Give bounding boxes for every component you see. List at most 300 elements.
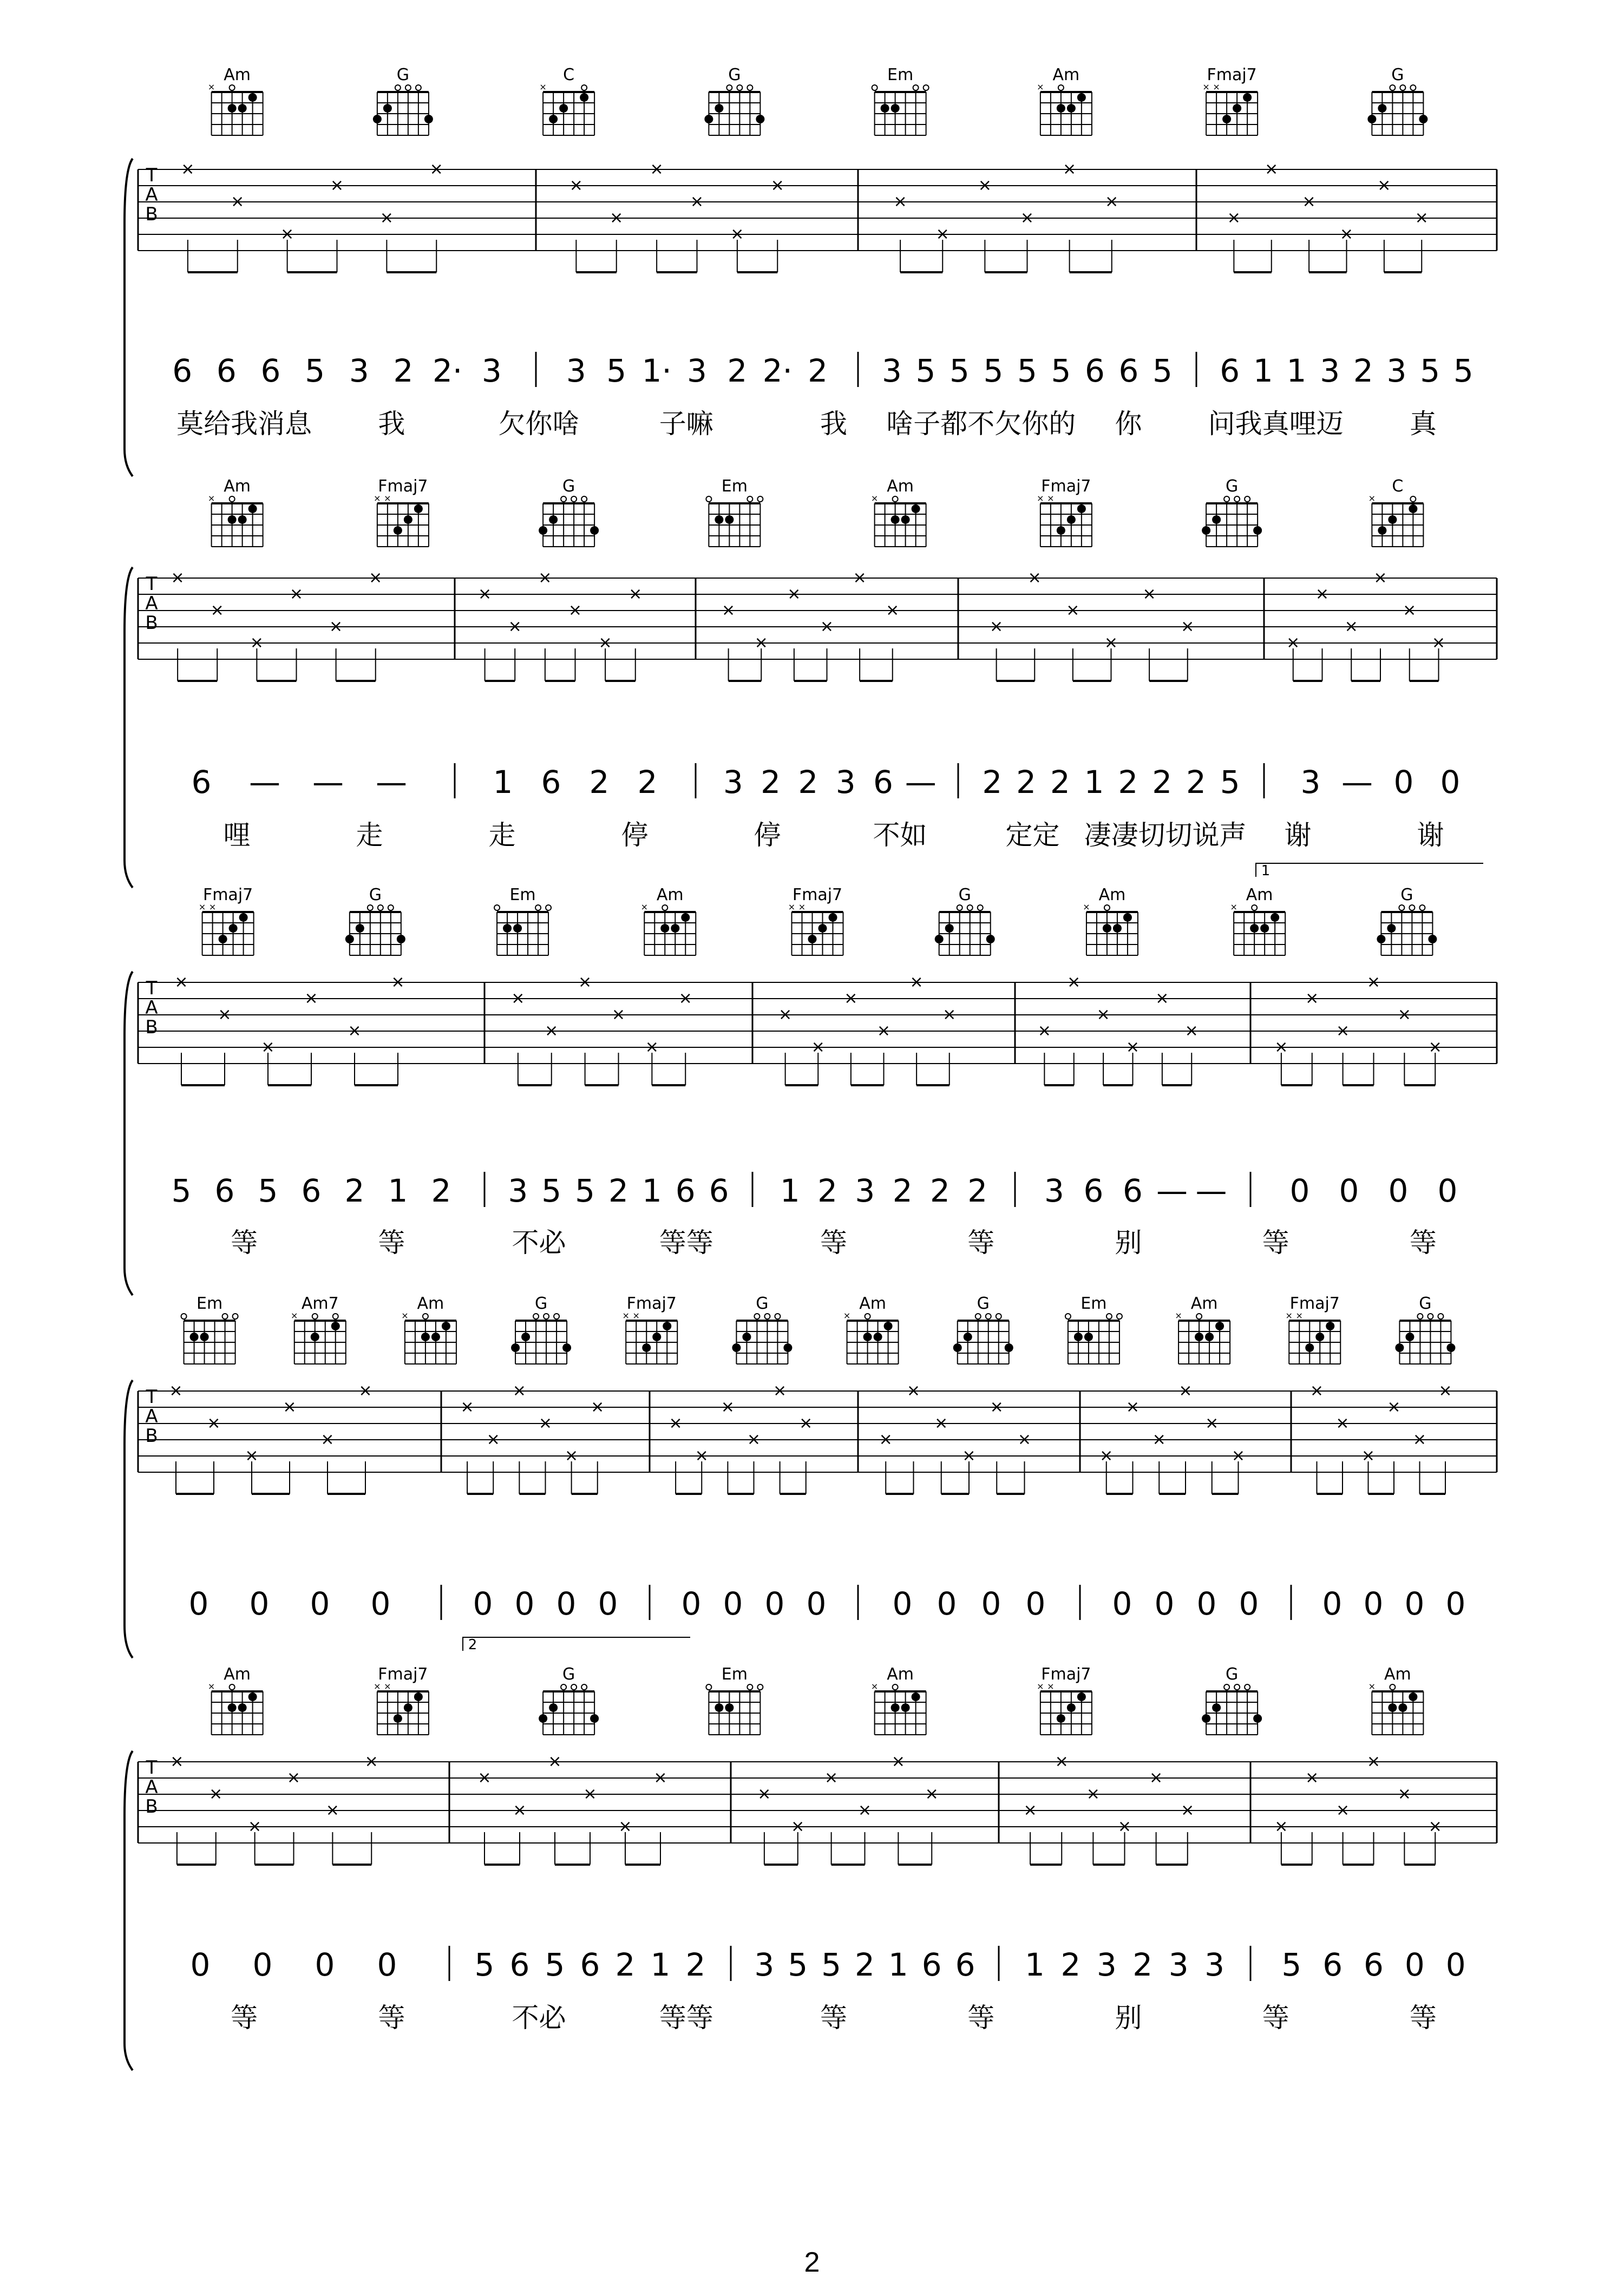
tab-strum-mark: × <box>1181 617 1195 636</box>
finger-dot <box>1067 104 1076 113</box>
open-string-mark <box>378 905 383 910</box>
finger-dot <box>383 104 392 113</box>
chord-name: G <box>1226 477 1239 496</box>
chord-diagram-am <box>208 1665 263 1735</box>
jianpu-note: 0 <box>556 1585 577 1622</box>
mute-mark: × <box>207 1681 215 1691</box>
jianpu-note: 0 <box>1025 1585 1046 1622</box>
tab-strum-mark: × <box>1037 1021 1051 1040</box>
jianpu-note: 5 <box>1281 1946 1302 1983</box>
open-string-mark <box>1438 1314 1443 1319</box>
jianpu-note: — <box>905 764 937 801</box>
open-string-mark <box>581 1684 587 1690</box>
open-string-mark <box>754 1314 759 1319</box>
open-string-mark <box>775 1314 780 1319</box>
tab-clef-letter: T <box>146 1386 158 1408</box>
finger-dot <box>1395 1343 1404 1352</box>
lyric-text: 真 <box>1409 408 1437 439</box>
page-number: 2 <box>804 2247 820 2278</box>
tab-strum-mark: × <box>364 1752 378 1771</box>
finger-dot <box>1250 924 1259 933</box>
tab-clef-letter: T <box>146 165 158 186</box>
lyric-text: 等 <box>1262 2002 1289 2033</box>
open-string-mark <box>1427 1314 1433 1319</box>
tab-strum-mark: × <box>171 568 185 587</box>
chord-name: Em <box>509 885 536 904</box>
finger-dot <box>1084 1333 1093 1341</box>
open-string-mark <box>543 1314 549 1319</box>
open-string-mark <box>581 85 587 90</box>
tab-strum-mark: × <box>1366 1752 1381 1771</box>
jianpu-note: 5 <box>1017 352 1037 389</box>
tab-strum-mark: × <box>1125 1398 1140 1416</box>
chord-diagram-em <box>706 477 763 547</box>
tab-strum-mark: × <box>1412 1430 1427 1449</box>
finger-dot <box>756 115 764 123</box>
finger-dot <box>1057 526 1065 535</box>
tab-strum-mark: × <box>722 601 736 620</box>
chord-name: G <box>562 477 575 496</box>
finger-dot <box>652 1333 661 1341</box>
tab-strum-mark: × <box>893 192 907 211</box>
jianpu-note: 5 <box>983 352 1004 389</box>
tab-strum-mark: × <box>1315 585 1330 603</box>
open-string-mark <box>706 496 711 502</box>
finger-dot <box>559 104 568 113</box>
tab-strum-mark: × <box>174 973 188 992</box>
finger-dot <box>863 1333 872 1341</box>
tab-strum-mark: × <box>962 1446 976 1465</box>
jianpu-note: — <box>1341 764 1373 801</box>
tab-strum-mark: × <box>209 1785 223 1803</box>
finger-dot <box>715 1703 723 1712</box>
jianpu-note: 3 <box>1168 1946 1189 1983</box>
jianpu-note: 1 <box>650 1946 671 1983</box>
open-string-mark <box>230 496 235 502</box>
open-string-mark <box>535 905 541 910</box>
finger-dot <box>953 1343 962 1352</box>
mute-mark: × <box>207 82 215 92</box>
chord-diagram-am <box>1230 885 1285 955</box>
open-string-mark <box>872 85 878 90</box>
mute-mark: × <box>384 493 391 503</box>
finger-dot <box>1195 1333 1203 1341</box>
tab-strum-mark: × <box>857 1801 872 1820</box>
finger-dot <box>1388 515 1397 524</box>
finger-dot <box>238 1703 247 1712</box>
tab-strum-mark: × <box>169 1381 183 1400</box>
finger-dot <box>1123 913 1132 922</box>
finger-dot <box>248 504 257 513</box>
chord-diagram-g <box>1202 477 1262 547</box>
finger-dot <box>715 104 723 113</box>
chord-name: G <box>728 65 741 84</box>
jianpu-note: 3 <box>687 352 707 389</box>
chord-diagram-fmaj7 <box>788 885 843 955</box>
jianpu-note: 1 <box>388 1172 408 1209</box>
tab-strum-mark: × <box>721 1398 735 1416</box>
tab-clef-letter: B <box>145 612 158 634</box>
tab-strum-mark: × <box>934 1414 948 1433</box>
jianpu-note: 5 <box>1152 352 1173 389</box>
finger-dot <box>562 1343 571 1352</box>
tab-clef-letter: A <box>145 184 158 206</box>
finger-dot <box>345 935 354 943</box>
tab-strum-mark: × <box>990 617 1004 636</box>
finger-dot <box>725 1703 734 1712</box>
finger-dot <box>356 924 364 933</box>
mute-mark: × <box>539 82 547 92</box>
chord-diagram-c <box>539 65 594 135</box>
finger-dot <box>1428 935 1437 943</box>
tab-strum-mark: × <box>1373 568 1387 587</box>
finger-dot <box>1103 924 1111 933</box>
jianpu-note: 6 <box>191 764 212 801</box>
finger-dot <box>881 104 889 113</box>
finger-dot <box>660 924 669 933</box>
finger-dot <box>901 515 910 524</box>
tab-strum-mark: × <box>1305 989 1319 1008</box>
tab-clef-letter: B <box>145 204 158 225</box>
tab-strum-mark: × <box>548 1752 562 1771</box>
open-string-mark <box>1196 1314 1202 1319</box>
finger-dot <box>1253 1714 1262 1723</box>
jianpu-note: 0 <box>1445 1946 1466 1983</box>
lyric-text: 凄凄切切说声 <box>1084 819 1247 851</box>
jianpu-note: — <box>376 764 407 801</box>
open-string-mark <box>757 496 763 502</box>
open-string-mark <box>405 85 411 90</box>
system-5 <box>125 1637 1497 2070</box>
tab-strum-mark: × <box>628 585 643 603</box>
tab-strum-mark: × <box>791 1817 805 1836</box>
finger-dot <box>1077 93 1086 102</box>
tab-strum-mark: × <box>1105 192 1119 211</box>
tab-clef-letter: A <box>145 593 158 614</box>
chord-name: Fmaj7 <box>1041 477 1091 496</box>
jianpu-note: 1 <box>1286 352 1307 389</box>
tab-strum-mark: × <box>909 973 924 992</box>
tab-strum-mark: × <box>231 192 245 211</box>
lyric-text: 莫给我消息 <box>176 408 312 439</box>
finger-dot <box>1202 1714 1210 1723</box>
lyric-text: 等 <box>378 2002 405 2033</box>
jianpu-note: 6 <box>1085 352 1105 389</box>
tab-strum-mark: × <box>853 568 867 587</box>
finger-dot <box>1222 115 1231 123</box>
volta-bracket <box>1256 863 1483 877</box>
open-string-mark <box>561 1684 566 1690</box>
chord-diagram-am <box>1083 885 1138 955</box>
open-string-mark <box>1409 905 1415 910</box>
jianpu-note: 6 <box>675 1172 696 1209</box>
tab-strum-mark: × <box>1149 1768 1163 1787</box>
open-string-mark <box>395 85 401 90</box>
finger-dot <box>590 526 599 535</box>
tab-strum-mark: × <box>730 225 744 244</box>
tab-clef-letter: B <box>145 1425 158 1447</box>
tab-strum-mark: × <box>1017 1430 1032 1449</box>
finger-dot <box>1212 515 1221 524</box>
jianpu-note: 3 <box>1096 1946 1117 1983</box>
finger-dot <box>964 1333 972 1341</box>
jianpu-note: 5 <box>821 1946 842 1983</box>
finger-dot <box>829 913 837 922</box>
tab-strum-mark: × <box>170 1752 184 1771</box>
mute-mark: × <box>640 902 648 912</box>
finger-dot <box>431 1333 440 1341</box>
tab-strum-mark: × <box>773 1381 787 1400</box>
lyric-text: 等 <box>820 2002 847 2033</box>
volta-number: 1 <box>1261 863 1271 879</box>
open-string-mark <box>1065 1314 1071 1319</box>
open-string-mark <box>967 905 973 910</box>
tab-strum-mark: × <box>486 1430 500 1449</box>
finger-dot <box>1377 935 1385 943</box>
finger-dot <box>414 1693 423 1701</box>
open-string-mark <box>233 1314 238 1319</box>
open-string-mark <box>865 1314 870 1319</box>
chord-name: G <box>396 65 409 84</box>
jianpu-note: 6 <box>955 1946 975 1983</box>
lyric-text: 别 <box>1115 2002 1142 2033</box>
jianpu-note: 0 <box>1440 764 1461 801</box>
tab-strum-mark: × <box>879 1430 893 1449</box>
finger-dot <box>725 515 734 524</box>
open-string-mark <box>533 1314 539 1319</box>
jianpu-note: 1 <box>641 1172 662 1209</box>
tab-strum-mark: × <box>770 176 784 195</box>
jianpu-note: 0 <box>310 1585 330 1622</box>
finger-dot <box>681 913 690 922</box>
tab-strum-mark: × <box>512 1381 526 1400</box>
tab-strum-mark: × <box>578 973 592 992</box>
jianpu-note: 6 <box>260 352 281 389</box>
open-string-mark <box>1390 85 1395 90</box>
finger-dot <box>228 515 237 524</box>
tab-strum-mark: × <box>1431 633 1446 652</box>
tab-strum-mark: × <box>799 1414 813 1433</box>
lyric-text: 停 <box>621 819 649 851</box>
jianpu-note: 2 <box>798 764 818 801</box>
jianpu-note: 0 <box>1239 1585 1259 1622</box>
jianpu-note: 0 <box>1388 1172 1409 1209</box>
jianpu-note: 6 <box>509 1946 530 1983</box>
chord-name: Fmaj7 <box>1289 1294 1340 1313</box>
jianpu-note: — <box>1195 1172 1227 1209</box>
lyric-text: 走 <box>356 819 383 851</box>
open-string-mark <box>1224 496 1229 502</box>
chord-name: Em <box>1081 1294 1107 1313</box>
finger-dot <box>1378 526 1386 535</box>
tab-strum-mark: × <box>1309 1381 1324 1400</box>
tab-strum-mark: × <box>1086 1785 1100 1803</box>
chord-name: G <box>1226 1665 1239 1684</box>
mute-mark: × <box>1213 82 1220 92</box>
jianpu-note: 0 <box>1363 1585 1384 1622</box>
tab-strum-mark: × <box>645 1038 659 1057</box>
tab-strum-mark: × <box>261 1038 275 1057</box>
jianpu-note: 1 <box>1024 1946 1045 1983</box>
system-4 <box>125 1380 1497 1658</box>
jianpu-note: 5 <box>915 352 936 389</box>
lyric-text: 不必 <box>512 2002 566 2033</box>
tab-strum-mark: × <box>787 585 801 603</box>
jianpu-note: 0 <box>1437 1172 1458 1209</box>
open-string-mark <box>388 905 394 910</box>
open-string-mark <box>764 1314 770 1319</box>
chord-name: Fmaj7 <box>626 1294 677 1313</box>
tab-strum-mark: × <box>690 192 704 211</box>
chord-name: C <box>563 65 575 84</box>
chord-name: Fmaj7 <box>378 477 428 496</box>
chord-diagram-g <box>539 477 599 547</box>
tab-strum-mark: × <box>1227 208 1241 227</box>
tab-strum-mark: × <box>891 1752 905 1771</box>
jianpu-note: 2 <box>855 1946 875 1983</box>
tab-strum-mark: × <box>283 1398 297 1416</box>
open-string-mark <box>1410 85 1416 90</box>
finger-dot <box>238 104 247 113</box>
finger-dot <box>549 115 558 123</box>
chord-name: C <box>1392 477 1404 496</box>
jianpu-note: 2 <box>1152 764 1173 801</box>
mute-mark: × <box>622 1310 630 1321</box>
finger-dot <box>1387 924 1396 933</box>
finger-dot <box>1243 93 1252 102</box>
finger-dot <box>219 935 227 943</box>
chord-name: Fmaj7 <box>378 1665 428 1684</box>
mute-mark: × <box>843 1310 851 1321</box>
mute-mark: × <box>1037 1681 1044 1691</box>
jianpu-note: 2 <box>1186 764 1206 801</box>
chord-diagram-am <box>871 1665 926 1735</box>
chord-diagram-am <box>871 477 926 547</box>
jianpu-note: 2 <box>1060 1946 1081 1983</box>
mute-mark: × <box>1047 1681 1055 1691</box>
jianpu-note: 0 <box>473 1585 493 1622</box>
tab-strum-mark: × <box>1274 1817 1288 1836</box>
finger-dot <box>503 924 512 933</box>
lyric-text: 等 <box>967 2002 995 2033</box>
tab-strum-mark: × <box>1366 973 1381 992</box>
jianpu-note: 6 <box>1083 1172 1104 1209</box>
jianpu-note: 6 <box>580 1946 600 1983</box>
jianpu-note: 0 <box>1404 1946 1425 1983</box>
chord-diagram-em <box>872 65 929 135</box>
chord-name: G <box>958 885 971 904</box>
finger-dot <box>228 104 237 113</box>
lyric-text: 等 <box>378 1227 405 1258</box>
tab-strum-mark: × <box>280 225 294 244</box>
tab-strum-mark: × <box>942 1005 957 1024</box>
lyric-text: 我 <box>378 408 405 439</box>
jianpu-note: 3 <box>754 1946 775 1983</box>
jianpu-note: 2 <box>431 1172 451 1209</box>
jianpu-note: — <box>1156 1172 1188 1209</box>
finger-dot <box>580 93 588 102</box>
mute-mark: × <box>1295 1310 1303 1321</box>
jianpu-note: 1 <box>1253 352 1273 389</box>
jianpu-note: 2 <box>967 1172 988 1209</box>
mute-mark: × <box>1037 493 1044 503</box>
mute-mark: × <box>1368 1681 1376 1691</box>
mute-mark: × <box>374 493 381 503</box>
tab-strum-mark: × <box>460 1398 474 1416</box>
system-3 <box>125 863 1497 1295</box>
lyric-text: 啥子都不欠你的 <box>886 408 1076 439</box>
mute-mark: × <box>207 493 215 503</box>
mute-mark: × <box>788 902 796 912</box>
open-string-mark <box>737 85 742 90</box>
jianpu-note: 2 <box>808 352 828 389</box>
open-string-mark <box>581 496 587 502</box>
chord-diagram-g <box>953 1294 1013 1364</box>
tab-strum-mark: × <box>568 601 582 620</box>
jianpu-note: 3 <box>566 352 586 389</box>
tab-strum-mark: × <box>477 1768 492 1787</box>
jianpu-note: 0 <box>937 1585 957 1622</box>
lyric-text: 哩 <box>223 819 251 851</box>
mute-mark: × <box>1037 82 1044 92</box>
open-string-mark <box>924 85 929 90</box>
open-string-mark <box>494 905 500 910</box>
jianpu-note: 0 <box>598 1585 618 1622</box>
chord-name: Am <box>417 1294 444 1313</box>
chord-diagram-am <box>1175 1294 1230 1364</box>
chord-name: Em <box>721 477 748 496</box>
chord-name: Am <box>1098 885 1126 904</box>
chord-diagram-g <box>732 1294 792 1364</box>
jianpu-note: 2 <box>637 764 658 801</box>
finger-dot <box>1057 1714 1065 1723</box>
open-string-mark <box>1245 1684 1250 1690</box>
finger-dot <box>190 1333 199 1341</box>
chord-name: Em <box>721 1665 748 1684</box>
open-string-mark <box>996 1314 1001 1319</box>
finger-dot <box>874 1333 882 1341</box>
finger-dot <box>228 1703 237 1712</box>
chord-name: G <box>756 1294 769 1313</box>
mute-mark: × <box>208 902 217 912</box>
open-string-mark <box>1245 496 1250 502</box>
tab-strum-mark: × <box>678 989 692 1008</box>
chord-name: Fmaj7 <box>792 885 843 904</box>
chord-diagram-g <box>373 65 433 135</box>
mute-mark: × <box>1285 1310 1293 1321</box>
jianpu-note: 0 <box>1404 1585 1425 1622</box>
tab-strum-mark: × <box>820 617 834 636</box>
jianpu-note: 6 <box>1123 1172 1143 1209</box>
tab-strum-mark: × <box>1181 1801 1195 1820</box>
lyric-text: 你 <box>1115 408 1142 439</box>
jianpu-note: 2 <box>727 352 748 389</box>
open-string-mark <box>1117 1314 1122 1319</box>
jianpu-note: 5 <box>575 1172 595 1209</box>
jianpu-note: 3 <box>349 352 369 389</box>
jianpu-note: 5 <box>258 1172 278 1209</box>
tab-strum-mark: × <box>329 617 343 636</box>
finger-dot <box>239 913 248 922</box>
open-string-mark <box>662 905 667 910</box>
finger-dot <box>513 924 522 933</box>
jianpu-note: 0 <box>1393 764 1414 801</box>
tab-strum-mark: × <box>429 160 443 179</box>
jianpu-note: 5 <box>788 1946 808 1983</box>
open-string-mark <box>312 1314 318 1319</box>
mute-mark: × <box>198 902 206 912</box>
jianpu-note: 2 <box>1118 764 1138 801</box>
